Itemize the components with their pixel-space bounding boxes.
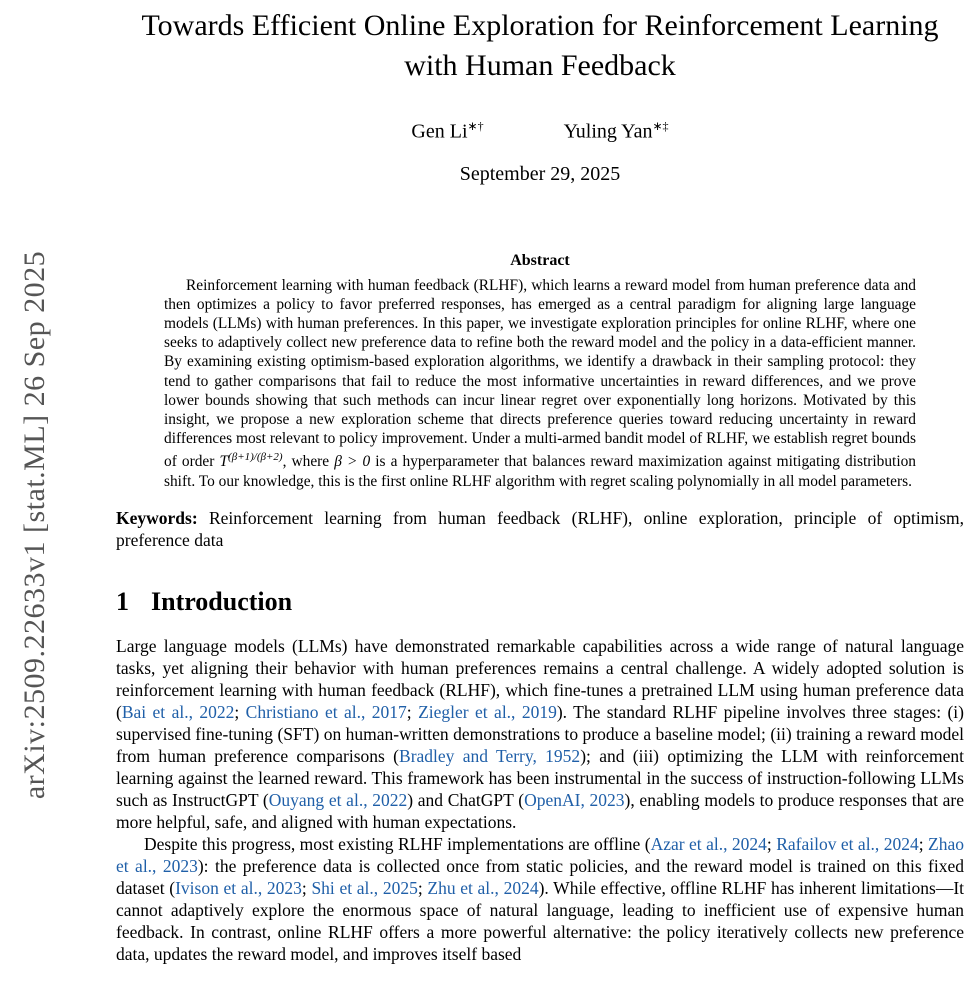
paragraph-text: ; <box>417 878 428 899</box>
abstract-part-1: Reinforcement learning with human feedback (RLHF), which learns a reward model from human preference data and then optimizes a policy to favor preferred responses, has emerged as a central paradigm for aligning large language models (LLMs) with human preferences. In this paper, we investigate exploration principles for online RLHF, where one seeks to adaptively collect new preference data to refine both the reward model and the policy in a data-efficient manner. By examining existing optimism-based exploration algorithms, we identify a drawback in their sampling protocol: they tend to gather comparisons that fail to reduce the most informative uncertainties in reward differences, and we prove lower bounds showing that such methods can incur linear regret over exponentially long horizons. Motivated by this insight, we propose a new exploration scheme that directs preference queries toward reducing uncertainty in reward differences most relevant to policy improvement. Under a multi-armed bandit model of RLHF, we establish regret bounds of order <box>164 276 916 471</box>
citation-link[interactable]: Rafailov et al., 2024 <box>776 834 919 855</box>
section-heading-introduction <box>116 587 964 617</box>
paragraph-text: ). While effective, offline RLHF has inherent limitations—It cannot adaptively explore the enormous space of natural language, leading to inefficient use of expensive human feedback. In contrast, online RLHF offers a more powerful alternative: the policy iteratively collects new preference data, updates the reward model, and improves itself based <box>116 878 965 965</box>
paragraph-text: ; <box>234 702 246 723</box>
paragraph-text: ; <box>406 702 419 723</box>
section-number: 1 <box>116 587 129 617</box>
author-list <box>116 119 964 144</box>
citation-link[interactable]: Bradley and Terry, 1952 <box>399 746 581 767</box>
citation-link[interactable]: Ivison et al., 2023 <box>175 878 302 899</box>
abstract-heading: Abstract <box>510 251 570 269</box>
author-2 <box>564 119 669 144</box>
citation-link[interactable]: Ziegler et al., 2019 <box>418 702 557 723</box>
paragraph-text: ) and ChatGPT ( <box>407 790 525 811</box>
citation-link[interactable]: Zhu et al., 2024 <box>427 878 539 899</box>
citation-link[interactable]: Zhao et al., 2023 <box>116 834 964 877</box>
author-2-marks: ∗‡ <box>652 119 669 133</box>
paragraph-text: ), enabling models to produce responses that are more helpful, safe, and aligned with human expectations. <box>116 790 965 833</box>
keywords <box>116 507 964 551</box>
paragraph-text: ): the preference data is collected once from static policies, and the reward model is trained on this fixed dataset ( <box>116 856 965 899</box>
author-2-name: Yuling Yan <box>563 120 653 143</box>
author-1 <box>411 119 483 144</box>
title-line-2: with Human Feedback <box>404 49 676 82</box>
intro-paragraph-1 <box>116 635 964 833</box>
paragraph-text: ; <box>766 834 777 855</box>
keywords-text: Reinforcement learning from human feedback (RLHF), online exploration, principle of optimism, preference data <box>116 508 964 551</box>
citation-link[interactable]: Christiano et al., 2017 <box>245 702 407 723</box>
author-1-marks: ∗† <box>467 119 484 133</box>
intro-paragraph-2 <box>116 833 964 965</box>
paper-title <box>116 6 964 86</box>
citation-link[interactable]: OpenAI, 2023 <box>524 790 625 811</box>
citation-link[interactable]: Ouyang et al., 2022 <box>268 790 408 811</box>
abstract-part-2: , where <box>282 453 335 471</box>
abstract-math-exponent: (β+1)/(β+2) <box>228 451 283 464</box>
paragraph-text: ; <box>918 834 929 855</box>
paragraph-text: Large language models (LLMs) have demonstrated remarkable capabilities across a wide range of natural language tasks, yet aligning their behavior with human preferences remains a central challenge. A widely adopted solution is reinforcement learning with human feedback (RLHF), which fine-tunes a pretrained LLM using human preference data ( <box>116 636 964 723</box>
section-title: Introduction <box>151 587 293 617</box>
paper-page <box>116 6 964 965</box>
arxiv-identifier: arXiv:2509.22633v1 [stat.ML] 26 Sep 2025 <box>18 250 51 800</box>
abstract-math-t: T <box>219 453 229 471</box>
citation-link[interactable]: Shi et al., 2025 <box>311 878 418 899</box>
abstract-text <box>164 276 916 491</box>
abstract-part-3: is a hyperparameter that balances reward maximization against mitigating distribution shift. To our knowledge, this is the first online RLHF algorithm with regret scaling polynomially in all model parameters. <box>164 453 916 490</box>
citation-link[interactable]: Azar et al., 2024 <box>650 834 767 855</box>
citation-link[interactable]: Bai et al., 2022 <box>121 702 235 723</box>
paragraph-text: ; <box>301 878 312 899</box>
title-line-1: Towards Efficient Online Exploration for Reinforcement Learning <box>141 9 939 42</box>
abstract-math-beta: β > 0 <box>334 453 371 471</box>
arxiv-side-stamp <box>0 0 70 1000</box>
paragraph-text: ). The standard RLHF pipeline involves three stages: (i) supervised fine-tuning (SFT) on human-written demonstrations to produce a baseline model; (ii) training a reward model from human preference comparisons ( <box>116 702 964 767</box>
publication-date: September 29, 2025 <box>459 162 621 185</box>
author-1-name: Gen Li <box>411 120 468 143</box>
keywords-label: Keywords: <box>116 508 198 529</box>
paragraph-text: ); and (iii) optimizing the LLM with reinforcement learning against the learned reward. This framework has been instrumental in the success of instruction-following LLMs such as InstructGPT ( <box>116 746 964 811</box>
paragraph-text: Despite this progress, most existing RLHF implementations are offline ( <box>144 834 651 855</box>
